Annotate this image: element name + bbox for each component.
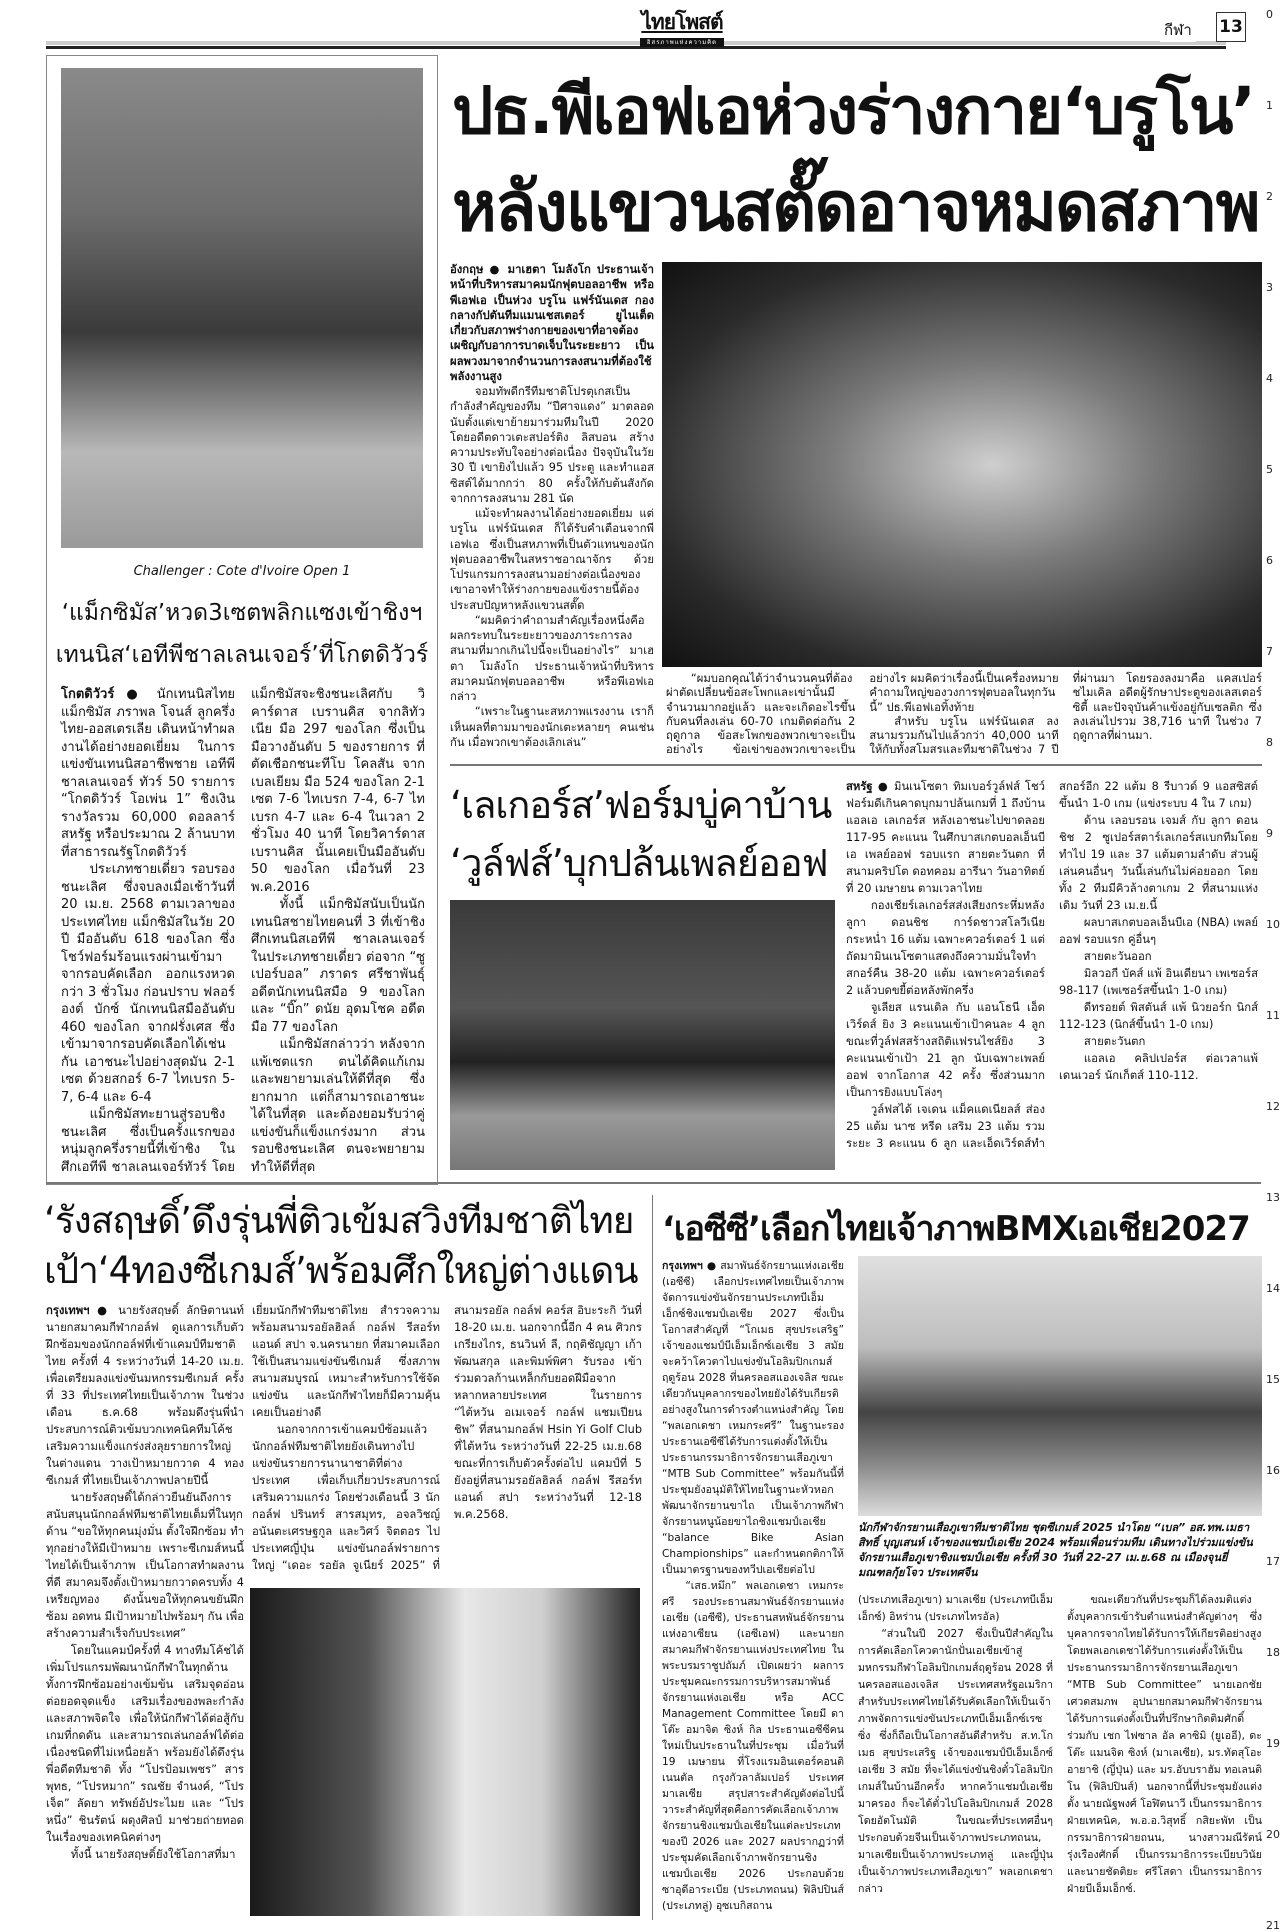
page-number: 13 [1216,12,1246,42]
tennis-photo [61,68,423,548]
bruno-headline-line-1: ปธ.พีเอฟเอห่วงร่างกาย‘บรูโน’ [452,74,1255,149]
bmx-photo-caption: นักกีฬาจักรยานเสือภูเขาทีมชาติไทย ชุดซีเกมส์ 2025 นำโดย “เบล” อส.ทพ.เมธาสิทธิ์ บุญเสนห์ เจ้าของแชมป์เอเชีย 2024 พร้อมเพื่อนร่วมทีม เดินทางไปร่วมแข่งขันจักรยานเสือภูเขาชิงแชมป์เอเชีย ครั้งที่ 30 วันที่ 22-27 เม.ย.68 ณ เมืองจุนยี่ มณฑลกุ้ยโจว ประเทศจีน [858,1521,1253,1579]
section-divider [46,1182,1261,1184]
lakers-photo [450,900,835,1170]
dateline: โกตดิวัวร์ ● [61,687,146,702]
section-label: กีฬา [1160,18,1196,42]
paragraph [846,778,1045,897]
dateline: กรุงเทพฯ ● [46,1304,111,1317]
bruno-headline-line-2: หลังแขวนสตั๊ดอาจหมดสภาพ [452,168,1259,247]
paragraph-text: นักเทนนิสไทย แม็กซิมัส ภราพล โจนส์ ลูกครึ่งไทย-ออสเตรเลีย เดินหน้าทำผลงานได้อย่างยอดเยี่ยม ในการแข่งขันเทนนิสอาชีพชาย เอทีพี ชาลเลนเจอร์ ทัวร์ 50 รายการ “โกตดิวัวร์ โอเพ่น 1” ชิงเงินรางวัลรวม 60,000 ดอลลาร์สหรัฐ หรือประมาณ 2 ล้านบาท ที่สาธารณรัฐโกตดิวัวร์ [61,687,235,860]
ruler-mark: 20 [1266,1828,1280,1841]
tennis-headline-line-1: ‘แม็กซิมัส’หวด3เซตพลิกแซงเข้าชิงฯ [61,600,423,626]
ruler-mark: 10 [1266,918,1280,931]
paragraph: สายตะวันออก [1083,950,1152,963]
tennis-headline [55,592,429,676]
lakers-headline-line-2: ‘วูล์ฟส์’บุกปล้นเพลย์ออฟ [450,841,828,885]
ruler-mark: 14 [1266,1282,1280,1295]
ruler-mark: 9 [1266,827,1273,840]
tennis-headline-line-2: เทนนิส‘เอทีพีชาลเลนเจอร์’ที่โกตดิวัวร์ [55,642,429,668]
ruler-mark: 18 [1266,1646,1280,1659]
ruler-mark: 16 [1266,1464,1280,1477]
paragraph: ด้าน เลอบรอน เจมส์ กับ ลูกา ดอนชิช 2 ซูเปอร์สตาร์เลเกอร์สแบกทีมโดยทำไป 19 และ 37 แต้มตามลำดับ ส่วนผู้เล่นคนอื่นๆ วันนี้เล่นกันไม่ค่อยออก โดยทั้ง 2 ทีมมีคิวล้างตาเกม 2 ที่สนามแห่งเดิม วันที่ 23 เม.ย.นี้ [1059,814,1258,912]
paragraph: ขณะเดียวกันที่ประชุมก็ได้ลงมติแต่งตั้งบุคลากรเข้ารับตำแหน่งสำคัญต่างๆ ซึ่งบุคลากรจากไทยได้รับการให้เกียรติอย่างสูง โดยพลเอกเดชาได้รับการแต่งตั้งให้เป็นประธานกรรมาธิการจักรยานเสือภูเขา “MTB Sub Committee” นายเอกชัย เศวตสมภพ อุปนายกสมาคมกีฬาจักรยาน ได้รับการแต่งตั้งเป็นที่ปรึกษากิตติมศักดิ์ ร่วมกับ เชก ไฟซาล อัล คาซิมิ (ยูเออี), ดะโต๊ะ แมนจิต ซิงห์ (มาเลเซีย), มร.ทัตสุโอะ อายาชิ (ญี่ปุ่น) และ มร.อับบราฮัม ทอเลนติโน (ฟิลิปปินส์) นอกจากนี้ที่ประชุมยังแต่งตั้ง นายณัฐพงศ์ โอฬิตนาวี เป็นกรรมาธิการฝ่ายเทคนิค, พ.อ.อ.วิสุทธิ์ กสิยะพัท เป็นกรรมาธิการฝ่ายถนน, นางสาวมณีรัตน์ รุ่งเรืองศักดิ์ เป็นกรรมาธิการระเบียบวินัย และนายชัดติยะ ศรีโสดา เป็นกรรมาธิการฝ่ายบีเอ็มเอ็กซ์. [1067,1594,1262,1895]
ruler-mark: 6 [1266,554,1273,567]
ruler-mark: 3 [1266,281,1273,294]
ruler-mark: 21 [1266,1919,1280,1932]
paragraph: “เพราะในฐานะสหภาพแรงงาน เราก็เห็นผลที่ตามมาของนักเตะหลายๆ คนเช่นกัน เมื่อพวกเขาต้องเลิกเล่น” [450,705,654,749]
ruler-mark: 15 [1266,1373,1280,1386]
logo-tagline: อิสรภาพแห่งความคิด [640,38,724,47]
bruno-body-cols [666,672,1262,758]
paragraph [450,262,654,384]
ruler-mark: 4 [1266,372,1273,385]
ruler-mark: 1 [1266,99,1273,112]
golf-body-cols [252,1302,642,1580]
paragraph: ทั้งนี้ นายรังสฤษดิ์ยังใช้โอกาสที่มา [70,1848,236,1861]
paragraph: วูล์ฟสได้ เจเดน แม็คแดเนียลส์ ส่อง 25 แต้ม นาซ หรีด เสริม 23 แต้ม รวมระยะ 3 คะแนน 6 ลูก และเอ็ดเวิร์ดส์ทำสกอร์อีก 22 แต้ม 8 รีบาวด์ 9 แอสซิสต์ ขึ้นนำ 1-0 เกม (แข่งระบบ 4 ใน 7 เกม) [846,780,1258,1150]
paragraph: ดีทรอยต์ พิสตันส์ แพ้ นิวยอร์ก นิกส์ 112-123 (นิกส์ขึ้นนำ 1-0 เกม) [1059,1001,1258,1031]
golf-headline [44,1196,644,1296]
paragraph: “เสธ.หมึก” พลเอกเดชา เหมกระศรี รองประธานสมาพันธ์จักรยานแห่งเอเชีย (เอซีซี), ประธานสหพันธ์จักรยานแห่งอาเซียน (เอซีเอฟ) และนายกสมาคมกีฬาจักรยานแห่งประเทศไทย ในพระบรมราชูปถัมภ์ เปิดเผยว่า ผลการประชุมคณะกรรมการบริหารสมาพันธ์จักรยานแห่งเอเชีย หรือ ACC Management Committee โดยมี ดาโต๊ะ อมาจิต ซิงห์ กิล ประธานเอซีซีคนใหม่เป็นประธานในที่ประชุม เมื่อวันที่ 19 เมษายน ที่โรงแรมอินเตอร์คอนติเนนตัล กรุงกัวลาลัมเปอร์ ประเทศมาเลเซีย สรุปสาระสำคัญดังต่อไปนี้ วาระสำคัญที่สุดคือการคัดเลือกเจ้าภาพจักรยานชิงแชมป์เอเชียในแต่ละประเภทของปี 2026 และ 2027 ผลปรากฏว่าที่ประชุมคัดเลือกเจ้าภาพจักรยานชิงแชมป์เอเชีย 2026 ประกอบด้วย ซาอุดีอาระเบีย (ประเภทถนน) ฟิลิปปินส์ (ประเภทลู่) อุซเบกิสถาน [662,1580,844,1912]
section-divider [450,764,1262,766]
newspaper-logo [640,6,724,47]
ruler-mark: 7 [1266,645,1273,658]
bmx-body-col-1 [662,1258,844,1916]
paragraph: สายตะวันตก [1083,1035,1146,1048]
header-rule [46,46,1226,49]
golf-photo [250,1588,640,1916]
paragraph: (ประเภทเสือภูเขา) มาเลเซีย (ประเภทบีเอ็มเอ็กซ์) อิหร่าน (ประเภทไทรอัล) [858,1594,1053,1623]
paragraph: กองเชียร์เลเกอร์สส่งเสียงกระหึ่มหลัง ลูกา ดอนชิช การ์ดชาวสโลวีเนีย กระหน่ำ 16 แต้ม เฉพาะควอร์เตอร์ 1 แต่ถัดมามินเนโซตาแสดงถึงความมั่นใจทำสกอร์คืน 38-20 แต้ม เฉพาะควอร์เตอร์ 2 แล้วบดขยี้ต่อหลังพักครึ่ง [846,899,1045,997]
tennis-article [46,55,438,1185]
ruler-mark: 8 [1266,736,1273,749]
paragraph: แอลเอ คลิปเปอร์ส ต่อเวลาแพ้ เดนเวอร์ นักเก็ตส์ 110-112. [1059,1052,1258,1082]
ruler-mark: 13 [1266,1191,1280,1204]
paragraph: นายรังสฤษดิ์ได้กล่าวยืนยันถึงการสนับสนุนนักกอล์ฟทีมชาติไทยเต็มที่ในทุกด้าน “ขอให้ทุกคนมุ่งมั่น ตั้งใจฝึกซ้อม ทำทุกอย่างให้มีเป้าหมาย เพราะซีเกมส์หนนี้ไทยได้เป็นเจ้าภาพ เป็นโอกาสทำผลงานที่ดี สมาคมจึงตั้งเป้าหมายกวาดครบทั้ง 4 เหรียญทอง ดังนั้นขอให้ทุกคนขยันฝึกซ้อม อดทน มีเป้าหมายไปพร้อมๆ กัน เพื่อสร้างความสำเร็จกับประเทศ” [46,1491,244,1640]
dateline: สหรัฐ ● [846,780,890,793]
bmx-team-photo [858,1256,1262,1516]
paragraph: นอกจากการเข้าแคมป์ซ้อมแล้ว นักกอล์ฟทีมชาติไทยยังเดินทางไปแข่งขันรายการนานาชาติที่ต่างประเทศ เพื่อเก็บเกี่ยวประสบการณ์ เสริมความแกร่ง โดยช่วงเดือนนี้ 3 นักกอล์ฟ ปรินทร์ สารสมุทร, อจลวิชญ์ อนันตะเศรษฐกูล และวิศว์ จิตตอร ไปประเทศญี่ปุ่น แข่งขันกอล์ฟรายการใหญ่ “เดอะ รอยัล จูเนียร์ 2025” ที่สนามรอยัล กอล์ฟ คอร์ส อิบะระกิ วันที่ 18-20 เม.ย. นอกจากนี้อีก 4 คน ศิวกร เกรียงไกร, ธนวินท์ ลี, กฤติชัญญา เก้าพัฒนสกุล และพิมพ์พิศา รับรอง เข้าร่วมดวลก้านเหล็กกับยอดฝีมือจากหลากหลายประเทศ ในรายการ “ไต้หวัน อเมเจอร์ กอล์ฟ แชมเปียนชิพ” ที่สนามกอล์ฟ Hsin Yi Golf Club ที่ไต้หวัน ระหว่างวันที่ 22-25 เม.ย.68 ขณะที่การเก็บตัวครั้งต่อไป แคมป์ที่ 5 ยังอยู่ที่สนามรอยัลฮิลล์ กอล์ฟ รีสอร์ท แอนด์ สปา ระหว่างวันที่ 12-18 พ.ค.2568. [252,1304,642,1572]
paragraph: เยี่ยมนักกีฬาทีมชาติไทย สำรวจความพร้อมสนามรอยัลฮิลล์ กอล์ฟ รีสอร์ท แอนด์ สปา จ.นครนายก ที่สมาคมเลือกใช้เป็นสนามแข่งขันซีเกมส์ ซึ่งสภาพสนามสมบูรณ์ เหมาะสำหรับการใช้จัดแข่งขัน และนักกีฬาไทยก็มีความคุ้นเคยเป็นอย่างดี [252,1304,440,1419]
bruno-photo [662,262,1262,667]
ruler-mark: 0 [1266,8,1273,21]
paragraph [46,1302,244,1489]
ruler-mark: 5 [1266,463,1273,476]
paragraph: “ส่วนในปี 2027 ซึ่งเป็นปีสำคัญในการคัดเลือกโควตานักปั่นเอเชียเข้าสู่มหกรรมกีฬาโอลิมปิกเกมส์ฤดูร้อน 2028 ที่นครลอสแองเจลิส ประเทศสหรัฐอเมริกา สำหรับประเทศไทยได้รับคัดเลือกให้เป็นเจ้าภาพจัดการแข่งขันประเภทบีเอ็มเอ็กซ์เรซซิ่ง ซึ่งก็ถือเป็นโอกาสอันดีสำหรับ ส.ท.โกเมธ สุขประเสริฐ เจ้าของแชมป์บีเอ็มเอ็กซ์เอเชีย 3 สมัย ที่จะได้แข่งขันชิงตั๋วโอลิมปิกเกมส์ในบ้านอีกครั้ง หากคว้าแชมป์เอเชียมาครอง ก็จะได้ตั๋วไปโอลิมปิกเกมส์ 2028 โดยอัตโนมัติ ในขณะที่ประเทศอื่นๆ ประกอบด้วยจีนเป็นเจ้าภาพประเภทถนน, มาเลเซียเป็นเจ้าภาพประเภทลู่ และญี่ปุ่นเป็นเจ้าภาพประเภทเสือภูเขา” พลเอกเดชากล่าว [858,1628,1053,1895]
paragraph [61,686,235,861]
paragraph: มิลวอกี บัคส์ แพ้ อินเดียนา เพเซอร์ส 98-117 (เพเซอร์สขึ้นนำ 1-0 เกม) [1059,967,1258,997]
dateline: กรุงเทพฯ ● [662,1260,717,1272]
column-divider [652,1195,653,1920]
golf-headline-line-2: เป้า‘4ทองซีเกมส์’พร้อมศึกใหญ่ต่างแดน [44,1249,638,1292]
bmx-headline: ‘เอซีซี’เลือกไทยเจ้าภาพBMXเอเชีย2027 [662,1209,1250,1249]
golf-headline-line-1: ‘รังสฤษดิ์’ดึงรุ่นพี่ติวเข้มสวิงทีมชาติไทย [44,1199,634,1242]
paragraph [662,1258,844,1578]
bmx-body-cols [858,1592,1262,1916]
paragraph: ประเภทชายเดี่ยว รอบรองชนะเลิศ ซึ่งจบลงเมื่อเช้าวันที่ 20 เม.ย. 2568 ตามเวลาของประเทศไทย แม็กซิมัสในวัย 20 ปี มืออันดับ 618 ของโลก ซึ่งโชว์ฟอร์มร้อนแรงผ่านเข้ามาจากรอบคัดเลือก ออกแรงหวดกว่า 3 ชั่วโมง ก่อนปราบ ฟลอร์องต์ บักซ์ นักเทนนิสมืออันดับ 460 ของโลก จากฝรั่งเศส ซึ่งเข้ามาจากรอบคัดเลือกได้เช่นกัน เอาชนะไปอย่างสุดมัน 2-1 เซต ด้วยสกอร์ 6-7 ไทเบรก 5-7, 6-4 และ 6-4 [61,862,235,1105]
ruler-mark: 19 [1266,1737,1280,1750]
ruler-mark: 2 [1266,190,1273,203]
lakers-headline-line-1: ‘เลเกอร์ส’ฟอร์มบู่คาบ้าน [450,783,832,827]
header-rule-light [46,41,1226,45]
ruler-mark: 17 [1266,1555,1280,1568]
paragraph: “ผมคิดว่าคำถามสำคัญเรื่องหนึ่งคือผลกระทบในระยะยาวของภาระการลงสนามที่มากเกินไปนี้จะเป็นอย่างไร” มาเฮตา โมลังโก ประธานเจ้าหน้าที่บริหารสมาคมนักฟุตบอลอาชีพ หรือพีเอฟเอ กล่าว [450,613,654,703]
lakers-body [846,778,1258,1176]
golf-body-col-1 [46,1302,244,1916]
tennis-body [61,686,425,1176]
paragraph: จอมทัพดีกรีทีมชาติโปรตุเกสเป็นกำลังสำคัญของทีม “ปีศาจแดง” มาตลอดนับตั้งแต่เขาย้ายมาร่วมทีมในปี 2020 โดยอดีตดาวเตะสปอร์ติง ลิสบอน สร้างความประทับใจอย่างต่อเนื่อง ปัจจุบันในวัย 30 ปี เขายิงไปแล้ว 95 ประตู และทำแอสซิสต์ได้มากกว่า 80 ครั้งให้กับต้นสังกัด จากการลงสนาม 281 นัด [450,385,654,505]
paragraph-text: สมาพันธ์จักรยานแห่งเอเชีย (เอซีซี) เลือกประเทศไทยเป็นเจ้าภาพจัดการแข่งขันจักรยานประเภทบีเอ็มเอ็กซ์ชิงแชมป์เอเชีย 2027 ซึ่งเป็นโอกาสสำคัญที่ “โกเมธ สุขประเสริฐ” เจ้าของแชมป์บีเอ็มเอ็กซ์เอเชีย 3 สมัย จะคว้าโควตาไปแข่งขันโอลิมปิกเกมส์ฤดูร้อน 2028 ที่นครลอสแองเจลิส ขณะเดียวกันบุคลากรของไทยยังได้รับเกียรติอย่างสูงในการดำรงตำแหน่งสำคัญ โดย “พลเอกเดชา เหมกระศรี” ในฐานะรองประธานเอซีซีได้รับการแต่งตั้งให้เป็นประธานกรรมาธิการจักรยานเสือภูเขา “MTB Sub Committee” พร้อมกันนี้ที่ประชุมยังอนุมัติให้ไทยในฐานะหัวหอกพัฒนาจักรยานขาไถ เป็นเจ้าภาพกีฬาจักรยานหนูน้อยขาไถชิงแชมป์เอเชีย “balance Bike Asian Championships” และกำหนดกติกาให้เป็นมาตรฐานของทวีปเอเชียต่อไป [662,1260,844,1576]
bruno-headline [452,64,1262,256]
ruler-mark: 11 [1266,1009,1280,1022]
paragraph: แม็กซิมัสกล่าวว่า หลังจากแพ้เซตแรก ตนได้คิดแก้เกมและพยายามเล่นให้ดีที่สุด ซึ่งยากมาก แต่ก็สามารถเอาชนะได้ในที่สุด และต้องยอมรับว่าคู่แข่งขันก็แข็งแกร่งมาก ส่วนรอบชิงชนะเลิศ ตนจะพยายามทำให้ดีที่สุด [251,1037,425,1175]
tennis-photo-caption: Challenger : Cote d'Ivoire Open 1 [133,564,351,579]
paragraph: แม้จะทำผลงานได้อย่างยอดเยี่ยม แต่ บรูโน แฟร์นันเดส ก็ได้รับคำเตือนจากพีเอฟเอ ซึ่งเป็นสหภาพที่เป็นตัวแทนของนักฟุตบอลอาชีพในสหราชอาณาจักร ด้วยโปรแกรมการลงสนามอย่างต่อเนื่องของเขาอาจทำให้ร่างกายของแข้งรายนี้ต้องประสบปัญหาหลังแขวนสตั๊ด [450,507,654,612]
dateline: อังกฤษ ● [450,263,502,276]
paragraph: แม็กซิมัสทะยานสู่รอบชิงชนะเลิศ ซึ่งเป็นครั้งแรกของหนุ่มลูกครึ่งรายนี้ที่เข้าชิง ในศึกเอทีพี ชาลเลนเจอร์ทัวร์ โดยแม็กซิมัสจะชิงชนะเลิศกับ วิคาร์ดาส เบรานคิส จากลิทัวเนีย มือ 297 ของโลก ซึ่งเป็นมือวางอันดับ 5 ของรายการ ที่ตัดเชือกชนะทีโบ โคลสัน จากเบลเยียม มือ 524 ของโลก 2-1 เซต 7-6 ไทเบรก 7-4, 6-7 ไทเบรก 4-7 และ 6-4 ในเวลา 2 ชั่วโมง 40 นาที โดยวิคาร์ดาส เบรานคิส นั้นเคยเป็นมืออันดับ 50 ของโลก เมื่อวันที่ 23 พ.ค.2016 [61,687,425,1175]
paragraph: “ผมบอกคุณได้ว่าจำนวนคนที่ต้องผ่าตัดเปลี่ยนข้อสะโพกและเข่านั้นมีจำนวนมากอยู่แล้ว และจะเกิดอะไรขึ้นกับคนที่ลงเล่น 60-70 เกมติดต่อกัน 2 ฤดูกาล ข้อสะโพกของพวกเขาจะเป็นอย่างไร ข้อเข่าของพวกเขาจะเป็นอย่างไร ผมคิดว่าเรื่องนี้เป็นเครื่องหมายคำถามใหญ่ของวงการฟุตบอลในทุกวันนี้” ปธ.พีเอฟเอทิ้งท้าย [666,672,1059,757]
paragraph-text: มาเฮตา โมลังโก ประธานเจ้าหน้าที่บริหารสมาคมนักฟุตบอลอาชีพ หรือพีเอฟเอ เป็นห่วง บรูโน แฟร์นันเดส กองกลางกัปตันทีมแมนเชสเตอร์ ยูไนเต็ด เกี่ยวกับสภาพร่างกายของเขาที่อาจต้องเผชิญกับอาการบาดเจ็บในระยะยาว เป็นผลพวงมาจากจำนวนการลงสนามที่ต้องใช้พลังงานสูง [450,263,655,383]
lakers-headline [450,776,835,892]
paragraph: โดยในแคมป์ครั้งที่ 4 ทางทีมโค้ชได้เพิ่มโปรแกรมพัฒนานักกีฬาในทุกด้าน ทั้งการฝึกซ้อมอย่างเข้มข้น เสริมจุดอ่อนต่อยอดจุดแข็ง เสริมเรื่องของพละกำลังและสภาพจิตใจ เพื่อให้นักกีฬาได้ต่อสู้กับเกมที่กดดัน และสามารถเล่นกอล์ฟได้ต่อเนื่องชนิดที่ไม่เหนื่อยล้า พร้อมยังได้ดึงรุ่นพี่อดีตทีมชาติ ทั้ง “โปรป้อมเพชร” สารพุทธ, “โปรหมาก” รณชัย จำนงค์, “โปรเจ็ต” ลัดยา ทรัพย์อัประไมย และ “โปรหนึ่ง” ชินรัตน์ ผดุงศิลป์ มาช่วยถ่ายทอดในเรื่องของเทคนิคต่างๆ [46,1644,244,1844]
paragraph: จูเลียส แรนเดิล กับ แอนโธนี เอ็ดเวิร์ดส์ ยิง 3 คะแนนเข้าเป้าคนละ 4 ลูก ขณะที่วูล์ฟสสร้างสถิติแฟรนไชส์ยิง 3 คะแนนเข้าเป้า 21 ลูก นับเฉพาะเพลย์ออฟ จากโอกาส 42 ครั้ง ซึ่งส่วนมากเป็นการยิงแบบโล่งๆ [846,1001,1045,1099]
paragraph-text: นายรังสฤษดิ์ ลักษิตานนท์ นายกสมาคมกีฬากอล์ฟ ดูแลการเก็บตัวฝึกซ้อมของนักกอล์ฟที่เข้าแคมป์ทีมชาติไทย ครั้งที่ 4 ระหว่างวันที่ 14-20 เม.ย. เพื่อเตรียมลงแข่งขันมหกรรมซีเกมส์ ครั้งที่ 33 ที่ประเทศไทยเป็นเจ้าภาพ ในช่วงเดือน ธ.ค.68 พร้อมดึงรุ่นพี่นำประสบการณ์ติวเข้มบวกเทคนิคทีมโค้ชเสริมความแข็งแกร่งส่งลุยรายการใหญ่ในต่างแดน วางเป้าหมายกวาด 4 ทองซีเกมส์ ที่ไทยเป็นเจ้าภาพปลายปีนี้ [46,1304,244,1487]
paragraph-text: มินเนโซตา ทิมเบอร์วูล์ฟส์ โชว์ฟอร์มดีเกินคาดบุกมาปล้นเกมที่ 1 ถึงบ้านแอลเอ เลเกอร์ส หลังเอาชนะไปขาดลอย 117-95 คะแนน ในศึกบาสเกตบอลเอ็นบีเอ เพลย์ออฟ รอบแรก สายตะวันตก ที่สนามคริปโต ดอทคอม อารีนา วันอาทิตย์ที่ 20 เมษายน ตามเวลาไทย [846,780,1046,895]
paragraph: ผลบาสเกตบอลเอ็นบีเอ (NBA) เพลย์ออฟ รอบแรก คู่อื่นๆ [1059,916,1258,946]
bruno-body-col-1 [450,262,654,756]
paragraph: สำหรับ บรูโน แฟร์นันเดส ลงสนามรวมกันไปแล้วกว่า 40,000 นาที ให้กับทั้งสโมสรและทีมชาติในช่วง 7 ปีที่ผ่านมา โดยรองลงมาคือ แคสเปอร์ ชไมเคิล อดีตผู้รักษาประตูของเลสเตอร์ ซิตี้ และปัจจุบันค้าแข้งอยู่กับเซลติก ซึ่งลงเล่นไปรวม 38,716 นาที ในช่วง 7 ฤดูกาลที่ผ่านมา. [869,672,1262,757]
paragraph: ทั้งนี้ แม็กซิมัสนับเป็นนักเทนนิสชายไทยคนที่ 3 ที่เข้าชิง ศึกเทนนิสเอทีพี ชาลเลนเจอร์ ในประเภทชายเดี่ยว ต่อจาก “ซูเปอร์บอล” ภราดร ศรีชาพันธุ์ อดีตนักเทนนิสมือ 9 ของโลก และ “บิ๊ก” ดนัย อุดมโชค อดีตมือ 77 ของโลก [251,897,425,1035]
logo-text: ไทยโพสต์ [641,10,723,34]
ruler-mark: 12 [1266,1100,1280,1113]
